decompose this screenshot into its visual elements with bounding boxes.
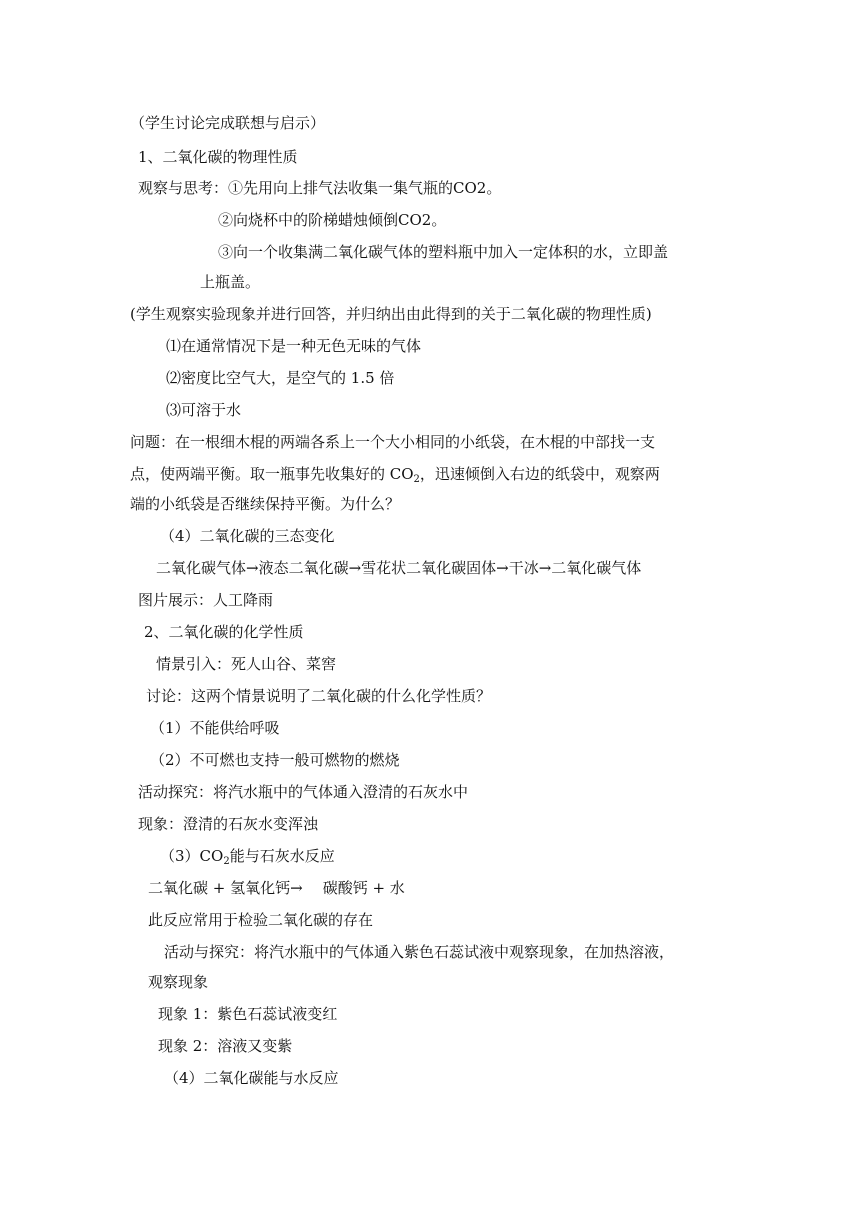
property-1: ⑴在通常情况下是一种无色无味的气体 — [166, 337, 422, 355]
chem-property-3: $(3)CO_2$能与石灰水反应 — [160, 847, 335, 867]
section-2-title: 2、二氧化碳的化学性质 — [144, 623, 304, 641]
subscript: 2 — [223, 856, 230, 867]
scenario-intro: 情景引入：死人山谷、菜窖 — [156, 655, 337, 673]
observe-step-2: ②向烧杯中的阶梯蜡烛倾倒CO2。 — [218, 211, 447, 229]
activity-1: 活动探究：将汽水瓶中的气体通入澄清的石灰水中 — [138, 783, 469, 801]
question-line-3: 端的小纸袋是否继续保持平衡。为什么？ — [130, 495, 401, 513]
property-4: （4）二氧化碳的三态变化 — [160, 527, 335, 545]
question-line-2: 点，使两端平衡。取一瓶事先收集好的 $CO_2$，迅速倾倒入右边的纸袋中，观察两 — [130, 465, 660, 485]
student-observation-note: (学生观察实验现象并进行回答，并归纳出由此得到的关于二氧化碳的物理性质) — [130, 305, 652, 323]
result-1: 现象 1：紫色石蕊试液变红 — [158, 1005, 338, 1023]
state-changes: 二氧化碳气体→液态二氧化碳→雪花状二氧化碳固体→干冰→二氧化碳气体 — [156, 559, 642, 577]
observe-label: 观察与思考： — [138, 179, 229, 197]
property-2: ⑵密度比空气大，是空气的 1.5 倍 — [166, 369, 395, 387]
intro-note: （学生讨论完成联想与启示） — [130, 114, 326, 132]
property-3: ⑶可溶于水 — [166, 401, 242, 419]
chem-property-2: （2）不可燃也支持一般可燃物的燃烧 — [150, 751, 400, 769]
phenomenon-1: 现象：澄清的石灰水变浑浊 — [138, 815, 319, 833]
reaction-equation: 二氧化碳 + 氢氧化钙→ 碳酸钙 + 水 — [148, 879, 405, 897]
section-1-title: 1、二氧化碳的物理性质 — [138, 148, 298, 166]
picture-display: 图片展示：人工降雨 — [138, 591, 274, 609]
activity-2: 活动与探究：将汽水瓶中的气体通入紫色石蕊试液中观察现象，在加热溶液， — [164, 943, 675, 961]
observe-line-1 — [138, 178, 501, 198]
discussion: 讨论：这两个情景说明了二氧化碳的什么化学性质？ — [146, 687, 492, 705]
reaction-usage: 此反应常用于检验二氧化碳的存在 — [148, 911, 374, 929]
activity-2-cont: 观察现象 — [148, 973, 209, 991]
observe-step-3: ③向一个收集满二氧化碳气体的塑料瓶中加入一定体积的水，立即盖 — [218, 243, 669, 261]
observe-step-3-cont: 上瓶盖。 — [200, 273, 261, 291]
result-2: 现象 2：溶液又变紫 — [158, 1037, 293, 1055]
subscript: 2 — [413, 474, 420, 485]
chem-property-4: （4）二氧化碳能与水反应 — [164, 1069, 339, 1087]
chem-property-1: （1）不能供给呼吸 — [150, 719, 280, 737]
observe-step-1: ①先用向上排气法收集一集气瓶的CO2。 — [228, 179, 502, 197]
question-line-1: 问题：在一根细木棍的两端各系上一个大小相同的小纸袋，在木棍的中部找一支 — [130, 433, 656, 451]
